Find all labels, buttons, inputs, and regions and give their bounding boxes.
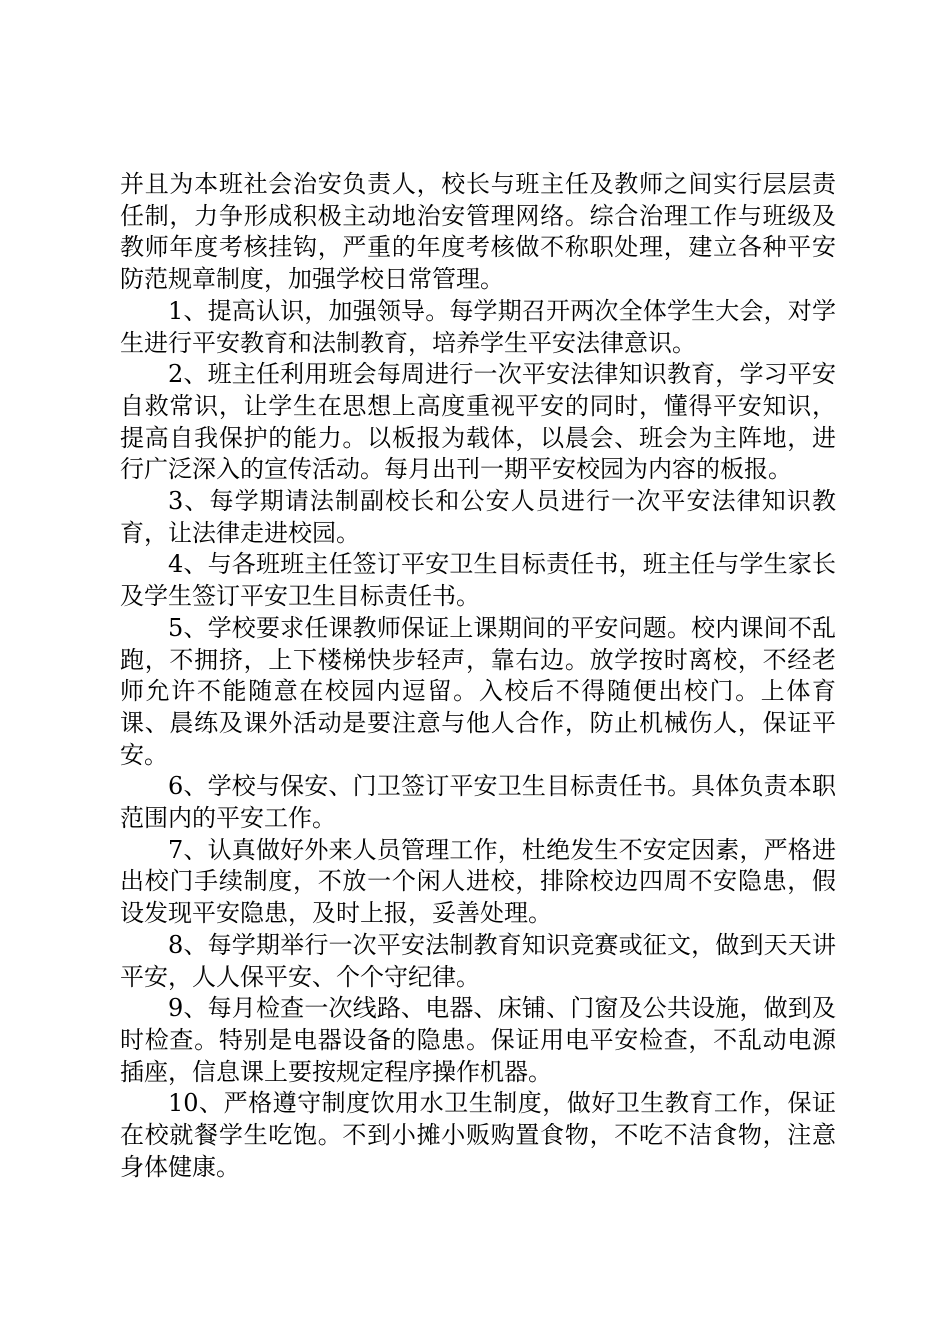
paragraph-item-9: 9、每月检查一次线路、电器、床铺、门窗及公共设施，做到及时检查。特别是电器设备的隐患。保证用电平安检查，不乱动电源插座，信息课上要按规定程序操作机器。	[120, 994, 836, 1086]
paragraph-item-6: 6、学校与保安、门卫签订平安卫生目标责任书。具体负责本职范围内的平安工作。	[120, 772, 836, 833]
paragraph-item-8: 8、每学期举行一次平安法制教育知识竞赛或征文，做到天天讲平安，人人保平安、个个守纪律。	[120, 930, 836, 991]
paragraph-item-2: 2、班主任利用班会每周进行一次平安法律知识教育，学习平安自救常识，让学生在思想上高度重视平安的同时，懂得平安知识，提高自我保护的能力。以板报为载体，以晨会、班会为主阵地，进行广泛深入的宣传活动。每月出刊一期平安校园为内容的板报。	[120, 360, 836, 484]
paragraph-item-4: 4、与各班班主任签订平安卫生目标责任书，班主任与学生家长及学生签订平安卫生目标责任书。	[120, 550, 836, 611]
document-body	[120, 169, 836, 1184]
paragraph-item-5: 5、学校要求任课教师保证上课期间的平安问题。校内课间不乱跑，不拥挤，上下楼梯快步轻声，靠右边。放学按时离校，不经老师允许不能随意在校园内逗留。入校后不得随便出校门。上体育课、晨练及课外活动是要注意与他人合作，防止机械伤人，保证平安。	[120, 613, 836, 769]
paragraph-item-1: 1、提高认识，加强领导。每学期召开两次全体学生大会，对学生进行平安教育和法制教育，培养学生平安法律意识。	[120, 296, 836, 357]
paragraph-intro: 并且为本班社会治安负责人，校长与班主任及教师之间实行层层责任制，力争形成积极主动地治安管理网络。综合治理工作与班级及教师年度考核挂钩，严重的年度考核做不称职处理，建立各种平安防范规章制度，加强学校日常管理。	[120, 170, 836, 294]
paragraph-item-3: 3、每学期请法制副校长和公安人员进行一次平安法律知识教育，让法律走进校园。	[120, 487, 836, 547]
paragraph-item-10: 10、严格遵守制度饮用水卫生制度，做好卫生教育工作，保证在校就餐学生吃饱。不到小摊小贩购置食物，不吃不洁食物，注意身体健康。	[120, 1089, 836, 1181]
paragraph-item-7: 7、认真做好外来人员管理工作，杜绝发生不安定因素，严格进出校门手续制度，不放一个闲人进校，排除校边四周不安隐患，假设发现平安隐患，及时上报，妥善处理。	[120, 835, 836, 928]
